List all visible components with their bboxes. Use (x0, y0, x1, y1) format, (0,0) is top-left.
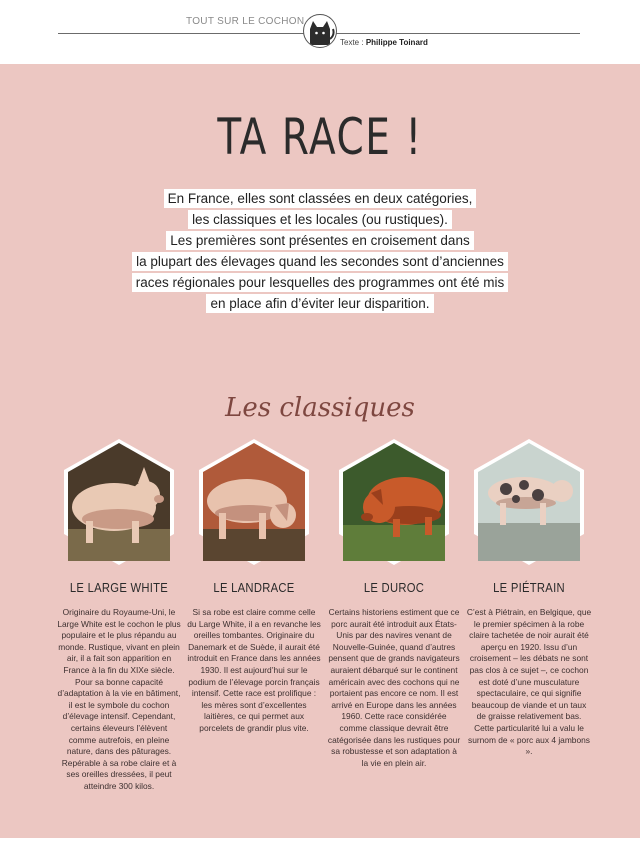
breed-description: C’est à Piétrain, en Belgique, que le premier spécimen à la robe claire tachetée de noir aurait été aperçu en 1920. Issu d’un croisement – les débats ne sont pas clos à ce sujet –, ce cochon est doté d’une musculature spectaculaire, ce qui signifie beaucoup de viande et un taux de graisse relativement bas. Cette particularité lui a valu le surnom de « porc aux 4 jambons ». (466, 607, 592, 757)
intro-line: races régionales pour lesquelles des programmes ont été mis (132, 273, 508, 292)
breed-description: Originaire du Royaume-Uni, le Large White est le cochon le plus populaire et le plus répandu au monde. Rustique, vivant en plein air, il a fait son apparition en France à la fin du XIXe siècle. Pour sa bonne capacité d’adaptation à la vie en bâtiment, il est le symbole du cochon d’élevage intensif. Cependant, certains éleveurs l’élèvent comme autrefois, en pleine nature, dans des pâturages. Repérable à sa robe claire et à ses oreilles dressées, il peut atteindre 300 kilos. (57, 607, 181, 791)
breed-card-pietrain (466, 437, 592, 758)
page-title: TA RACE ! (217, 108, 423, 166)
breed-name: LE LARGE WHITE (69, 581, 169, 595)
breed-name: LE PIÉTRAIN (493, 581, 565, 595)
page-header (0, 0, 640, 62)
breed-photo (472, 437, 586, 567)
breed-photo (197, 437, 311, 567)
section-title: Les classiques (225, 393, 415, 423)
breed-name: LE DUROC (363, 581, 425, 595)
bottom-margin (0, 838, 640, 860)
breed-card-landrace (187, 437, 321, 735)
byline (340, 38, 428, 47)
breed-description: Si sa robe est claire comme celle du Large White, il a en revanche les oreilles tombantes. Originaire du Danemark et de Suède, il aurait été introduit en France dans les années 1930. Il est aujourd’hui sur le podium de l’élevage porcin français intensif. Cette race est prolifique : les mères sont d’excellentes laitières, ce qui permet aux porcelets de grandir plus vite. (187, 607, 321, 733)
intro-line: En France, elles sont classées en deux catégories, (164, 189, 477, 208)
intro-line: la plupart des élevages quand les secondes sont d’anciennes (132, 252, 508, 271)
breed-photo (62, 437, 176, 567)
breed-card-duroc (327, 437, 461, 769)
intro-text (120, 188, 520, 314)
breed-name: LE LANDRACE (213, 581, 295, 595)
byline-author: Philippe Toinard (365, 38, 428, 47)
intro-line: en place afin d’éviter leur disparition. (206, 294, 433, 313)
breed-description: Certains historiens estiment que ce porc aurait été introduit aux États-Unis par des navires venant de Nouvelle-Guinée, quand d’autres pensent que de grands navigateurs auraient débarqué sur le continent américain avec des cochons qui ne portaient pas encore ce nom. Il est arrivé en Europe dans les années 1960. Cette race considérée comme classique devrait être catégorisée dans les rustiques pour sa robustesse et son adaptation à la vie en plein air. (327, 607, 461, 768)
section-label: TOUT SUR LE COCHON (186, 16, 305, 27)
cat-logo-icon (303, 14, 337, 48)
byline-label: Texte : (340, 38, 364, 47)
intro-line: Les premières sont présentes en croisement dans (166, 231, 473, 250)
breed-card-large-white (57, 437, 181, 793)
breed-photo (337, 437, 451, 567)
intro-line: les classiques et les locales (ou rustiques). (188, 210, 452, 229)
